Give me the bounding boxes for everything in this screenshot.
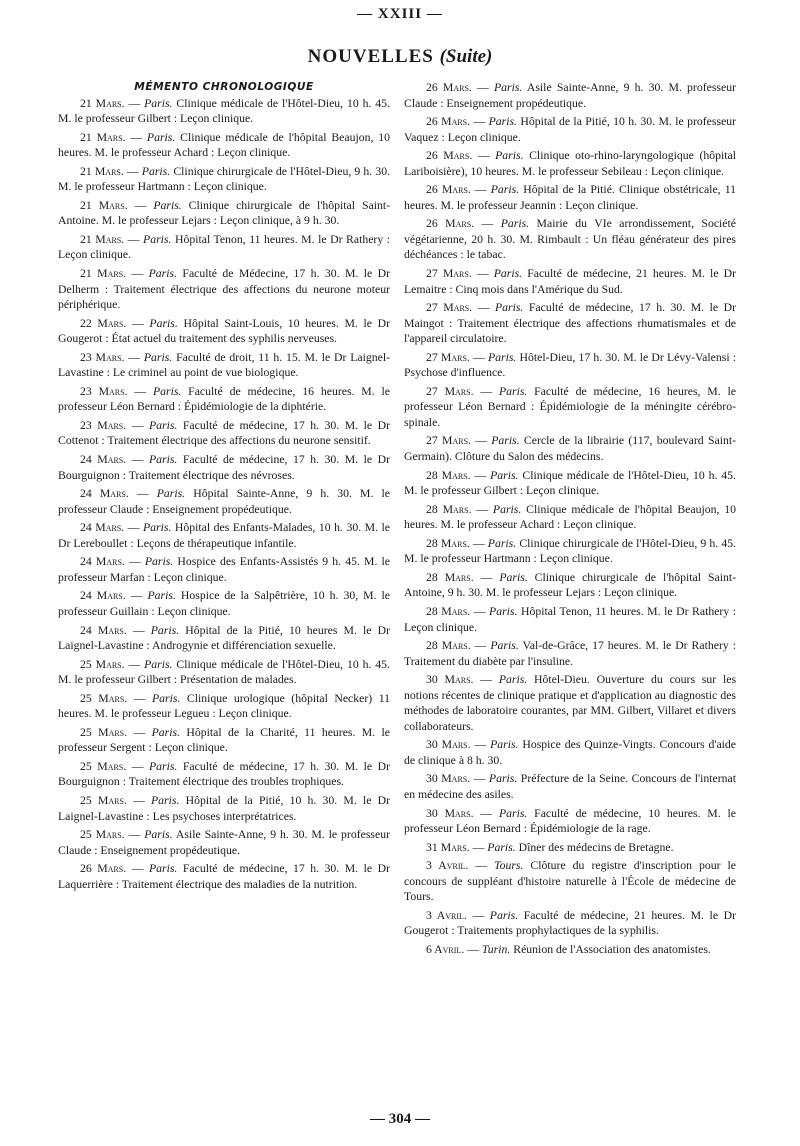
agenda-entry: 25 Mars. — Paris. Clinique urologique (hôpital Necker) 11 heures. M. le professeur Legueu : Leçon clinique. <box>58 691 391 721</box>
entry-text: Faculté de droit, 11 h. 15. M. le Dr Laignel-Lavastine : Le criminel au point de vue biologique. <box>58 350 391 380</box>
entry-text: Hôpital de la Pitié, 10 h. 30. M. le Dr Laignel-Lavastine : Les psychoses interprétatrices. <box>58 793 391 823</box>
entry-city: Paris. <box>144 96 173 110</box>
entry-city: Paris. <box>487 840 516 854</box>
entry-date: 24 Mars. <box>80 453 127 467</box>
agenda-entry: 21 Mars. — Paris. Clinique chirurgicale de l'hôpital Saint-Antoine. M. le professeur Lejars : Leçon clinique, à 9 h. 30. <box>58 198 391 228</box>
entry-text: Clôture du registre d'inscription pour le concours de suppléant d'histoire naturelle à l'École de médecine de Tours. <box>404 859 736 904</box>
entry-city: Paris. <box>490 639 519 653</box>
entry-city: Paris. <box>150 623 180 637</box>
entry-date: 25 Mars. <box>80 657 125 671</box>
agenda-entry: 26 Mars. — Paris. Clinique oto-rhino-laryngologique (hôpital Lariboisière), 10 heures. M. le professeur Sebileau : Leçon clinique. <box>404 149 737 178</box>
entry-text: Clinique chirurgicale de l'hôpital Saint-Antoine. M. le professeur Lejars : Leçon clinique, à 9 h. 30. <box>58 198 391 228</box>
entry-date: 27 Mars. <box>426 301 473 315</box>
entry-date: 24 Mars. <box>80 623 127 637</box>
entry-date: 26 Mars. <box>426 183 471 197</box>
agenda-entry: 24 Mars. — Paris. Hospice de la Salpêtrière, 10 h. 30, M. le professeur Guillain : Leçon clinique. <box>58 589 391 618</box>
entry-date: 28 Mars. <box>426 570 474 584</box>
entry-city: Paris. <box>151 793 180 807</box>
entry-city: Paris. <box>490 468 519 482</box>
agenda-entry: 21 Mars. — Paris. Clinique chirurgicale de l'Hôtel-Dieu, 9 h. 30. M. le professeur Hartmann : Leçon clinique. <box>58 164 391 194</box>
agenda-entry: 27 Mars. — Paris. Cercle de la librairie (117, boulevard Saint-Germain). Clôture du Salon des médecins. <box>404 434 737 464</box>
memento-heading: MÉMENTO CHRONOLOGIQUE <box>134 81 314 93</box>
entry-text: Mairie du VIe arrondissement, Société végétarienne, 20 h. 30. M. Rimbault : Un fléau générateur des pires déchéances : le tabac. <box>404 217 737 262</box>
agenda-entry: 26 Mars. — Paris. Hôpital de la Pitié. Clinique obstétricale, 11 heures. M. le professeur Jeannin : Leçon clinique. <box>404 183 737 212</box>
entry-text: Hôpital Saint-Louis, 10 heures. M. le Dr Gougerot : État actuel du traitement des syphilis nerveuses. <box>58 316 391 346</box>
entry-text: Hospice des Enfants-Assistés 9 h. 45. M. le professeur Marfan : Leçon clinique. <box>58 555 391 584</box>
page-number: — 304 — <box>370 1111 430 1127</box>
entry-date: 24 Mars. <box>80 589 126 603</box>
entry-text: Faculté de Médecine, 17 h. 30. M. le Dr Delherm : Traitement électrique des affections du neurone moteur périphérique. <box>58 267 390 312</box>
entry-text: Hôpital de la Pitié. Clinique obstétricale, 11 heures. M. le professeur Jeannin : Leçon clinique. <box>404 183 737 212</box>
entry-date: 27 Mars. <box>426 384 474 398</box>
agenda-entry: 25 Mars. — Paris. Hôpital de la Pitié, 10 h. 30. M. le Dr Laignel-Lavastine : Les psychoses interprétatrices. <box>58 793 391 823</box>
entry-city: Paris. <box>493 267 523 281</box>
entry-city: Paris. <box>149 316 178 330</box>
entry-city: Paris. <box>146 130 176 144</box>
entry-city: Paris. <box>143 232 172 246</box>
entry-city: Paris. <box>499 570 528 584</box>
entry-city: Paris. <box>490 183 520 197</box>
entry-date: 28 Mars. <box>426 536 470 550</box>
entry-text: Hôpital des Enfants-Malades, 10 h. 30. M. le Dr Lereboullet : Leçons de thérapeutique infantile. <box>58 521 391 550</box>
entry-city: Paris. <box>498 673 528 687</box>
agenda-entry: 30 Mars. — Paris. Préfecture de la Seine. Concours de l'internat en médecine des asiles. <box>404 772 736 801</box>
agenda-entry: 26 Mars. — Paris. Faculté de médecine, 17 h. 30. M. le Dr Laquerrière : Traitement électrique des maladies de la nutrition. <box>58 862 390 891</box>
agenda-entry: 27 Mars. — Paris. Hôtel-Dieu, 17 h. 30. M. le Dr Lévy-Valensi : Psychose d'influence. <box>404 350 737 380</box>
entry-text: Faculté de médecine, 21 heures. M. le Dr Gougerot : Traitements prophylactiques de la syphilis. <box>404 908 736 938</box>
entry-city: Paris. <box>498 384 528 398</box>
entry-date: 24 Mars. <box>80 487 129 501</box>
entry-text: Hôpital Sainte-Anne, 9 h. 30. M. le professeur Claude : Enseignement propédeutique. <box>58 487 391 516</box>
entry-date: 26 Mars. <box>426 81 472 94</box>
entry-date: 27 Mars. <box>426 267 472 281</box>
left-entries <box>58 96 390 893</box>
entry-city: Paris. <box>494 301 524 315</box>
entry-text: Faculté de médecine, 21 heures. M. le Dr Lemaitre : Cinq mois dans l'Amérique du Sud. <box>404 267 737 296</box>
entry-text: Asile Sainte-Anne, 9 h. 30. M. professeur Claude : Enseignement propédeutique. <box>404 81 736 110</box>
entry-date: 30 Mars. <box>426 738 471 752</box>
entry-text: Hôpital de la Pitié, 10 h. 30. M. le professeur Vaquez : Leçon clinique. <box>404 115 737 144</box>
entry-date: 26 Mars. <box>426 217 475 231</box>
section-title <box>0 46 800 68</box>
entry-city: Paris. <box>144 828 173 842</box>
entry-city: Paris. <box>493 81 523 94</box>
entry-text: Faculté de médecine, 16 heures, M. le professeur Léon Bernard : Épidémiologie de la méningite cérébro-spinale. <box>404 384 736 429</box>
entry-text: Clinique médicale de l'Hôtel-Dieu, 10 h. 45. M. le professeur Gilbert : Leçon clinique. <box>404 468 736 498</box>
entry-date: 28 Mars. <box>426 502 472 516</box>
right-entries <box>404 80 736 957</box>
agenda-entry: 21 Mars. — Paris. Faculté de Médecine, 17 h. 30. M. le Dr Delherm : Traitement électrique des affections du neurone moteur périphérique. <box>58 267 390 312</box>
entry-date: 30 Mars. <box>426 673 474 687</box>
entry-city: Paris. <box>153 198 182 212</box>
agenda-entry: 25 Mars. — Paris. Asile Sainte-Anne, 9 h. 30. M. le professeur Claude : Enseignement propédeutique. <box>58 828 391 857</box>
entry-city: Paris. <box>151 691 181 705</box>
entry-text: Clinique médicale de l'Hôtel-Dieu, 10 h. 45. M. le professeur Gilbert : Leçon clinique. <box>58 96 390 126</box>
agenda-entry: 21 Mars. — Paris. Clinique médicale de l'hôpital Beaujon, 10 heures. M. le professeur Achard : Leçon clinique. <box>58 130 390 160</box>
entry-date: 26 Mars. <box>80 862 127 876</box>
entry-city: Paris. <box>495 149 524 163</box>
entry-city: Tours. <box>494 859 524 873</box>
agenda-entry: 30 Mars. — Paris. Faculté de médecine, 10 heures. M. le professeur Léon Bernard : Épidémiologie de la rage. <box>404 806 736 836</box>
entry-text: Dîner des médecins de Bretagne. <box>518 840 674 854</box>
entry-date: 6 Avril. <box>426 942 465 956</box>
entry-date: 21 Mars. <box>80 96 125 110</box>
entry-city: Paris. <box>487 536 517 550</box>
entry-text: Faculté de médecine, 17 h. 30. M. le Dr Cottenot : Traitement électrique des affections du neurone sensitif. <box>58 418 390 448</box>
entry-city: Paris. <box>492 502 522 516</box>
agenda-entry: 26 Mars. — Paris. Mairie du VIe arrondissement, Société végétarienne, 20 h. 30. M. Rimbault : Un fléau générateur des pires déchéances : le tabac. <box>404 217 737 262</box>
entry-city: Paris. <box>489 908 519 922</box>
entry-city: Paris. <box>144 657 173 671</box>
entry-text: Hospice de la Salpêtrière, 10 h. 30, M. le professeur Guillain : Leçon clinique. <box>58 589 391 618</box>
entry-city: Paris. <box>152 384 182 398</box>
agenda-entry: 27 Mars. — Paris. Faculté de médecine, 21 heures. M. le Dr Lemaitre : Cinq mois dans l'Amérique du Sud. <box>404 267 737 296</box>
page-folio: — XXIII — <box>357 6 443 22</box>
entry-text: Hospice des Quinze-Vingts. Concours d'aide de clinique à 8 h. 30. <box>404 738 737 767</box>
entry-city: Paris. <box>488 772 518 786</box>
entry-text: Faculté de médecine, 10 heures. M. le professeur Léon Bernard : Épidémiologie de la rage. <box>404 806 736 836</box>
entry-city: Paris. <box>491 434 520 448</box>
entry-text: Clinique chirurgicale de l'Hôtel-Dieu, 9 h. 45. M. le professeur Hartmann : Leçon clinique. <box>404 536 737 566</box>
entry-date: 21 Mars. <box>80 164 124 178</box>
entry-text: Hôpital de la Pitié, 10 heures M. le Dr Laignel-Lavastine : Androgynie et différenciation sexuelle. <box>58 623 391 653</box>
entry-text: Clinique médicale de l'hôpital Beaujon, 10 heures. M. le professeur Achard : Leçon clinique. <box>404 502 736 532</box>
agenda-entry: 26 Mars. — Paris. Asile Sainte-Anne, 9 h. 30. M. professeur Claude : Enseignement propédeutique. <box>404 81 736 110</box>
entry-text: Faculté de médecine, 17 h. 30. M. le Dr Bourguignon : Traitement électrique des névroses. <box>58 453 390 482</box>
entry-city: Paris. <box>490 738 519 752</box>
entry-text: Clinique oto-rhino-laryngologique (hôpital Lariboisière), 10 heures. M. le professeur Sebileau : Leçon clinique. <box>404 149 737 178</box>
entry-city: Paris. <box>487 350 517 364</box>
entry-city: Turin. <box>481 942 511 956</box>
entry-date: 25 Mars. <box>80 725 128 739</box>
entry-date: 23 Mars. <box>80 350 125 364</box>
entry-text: Hôpital de la Charité, 11 heures. M. le professeur Sergent : Leçon clinique. <box>58 725 391 755</box>
entry-text: Faculté de médecine, 17 h. 30. M. le Dr Bourguignon : Traitement électrique des troubles trophiques. <box>58 759 390 789</box>
entry-text: Réunion de l'Association des anatomistes. <box>513 942 711 956</box>
agenda-entry: 21 Mars. — Paris. Hôpital Tenon, 11 heures. M. le Dr Rathery : Leçon clinique. <box>58 232 391 262</box>
entry-text: Faculté de médecine, 17 h. 30. M. le Dr Laquerrière : Traitement électrique des maladies de la nutrition. <box>58 862 390 891</box>
section-title-main: NOUVELLES <box>307 46 434 67</box>
entry-text: Val-de-Grâce, 17 heures. M. le Dr Rathery : Traitement du diabète par l'insuline. <box>404 639 736 668</box>
entry-text: Faculté de médecine, 16 heures. M. le professeur Léon Bernard : Épidémiologie de la diphtérie. <box>58 384 390 414</box>
agenda-entry: 30 Mars. — Paris. Hospice des Quinze-Vingts. Concours d'aide de clinique à 8 h. 30. <box>404 738 737 767</box>
entry-city: Paris. <box>148 267 178 281</box>
entry-date: 31 Mars. <box>426 840 470 854</box>
entry-city: Paris. <box>141 164 171 178</box>
agenda-entry: 6 Avril. — Turin. Réunion de l'Association des anatomistes. <box>426 942 711 956</box>
entry-city: Paris. <box>148 418 178 432</box>
entry-text: Hôtel-Dieu, 17 h. 30. M. le Dr Lévy-Valensi : Psychose d'influence. <box>404 350 737 380</box>
agenda-entry: 22 Mars. — Paris. Hôpital Saint-Louis, 10 heures. M. le Dr Gougerot : État actuel du traitement des syphilis nerveuses. <box>58 316 391 346</box>
agenda-entry: 28 Mars. — Paris. Clinique chirurgicale de l'Hôtel-Dieu, 9 h. 45. M. le professeur Hartmann : Leçon clinique. <box>404 536 737 566</box>
agenda-entry: 28 Mars. — Paris. Val-de-Grâce, 17 heures. M. le Dr Rathery : Traitement du diabète par l'insuline. <box>404 639 736 668</box>
agenda-entry: 23 Mars. — Paris. Faculté de médecine, 17 h. 30. M. le Dr Cottenot : Traitement électrique des affections du neurone sensitif. <box>58 418 390 448</box>
agenda-entry: 28 Mars. — Paris. Clinique chirurgicale de l'hôpital Saint-Antoine, 9 h. 30. M. le professeur Lejars : Leçon clinique. <box>404 570 737 600</box>
agenda-entry: 28 Mars. — Paris. Hôpital Tenon, 11 heures. M. le Dr Rathery : Leçon clinique. <box>404 604 737 634</box>
entry-date: 25 Mars. <box>80 691 128 705</box>
entry-city: Paris. <box>500 217 530 231</box>
entry-date: 24 Mars. <box>80 555 125 569</box>
agenda-entry: 24 Mars. — Paris. Hôpital Sainte-Anne, 9 h. 30. M. le professeur Claude : Enseignement propédeutique. <box>58 487 391 516</box>
entry-city: Paris. <box>142 521 172 535</box>
left-column <box>58 80 390 895</box>
section-title-suffix: (Suite) <box>439 46 493 67</box>
entry-text: Hôpital Tenon, 11 heures. M. le Dr Rathery : Leçon clinique. <box>58 232 391 262</box>
entry-date: 21 Mars. <box>80 130 126 144</box>
entry-date: 26 Mars. <box>426 115 471 129</box>
entry-text: Clinique médicale de l'Hôtel-Dieu, 10 h. 45. M. le professeur Gilbert : Présentation de malades. <box>58 657 390 687</box>
agenda-entry: 24 Mars. — Paris. Hôpital de la Pitié, 10 heures M. le Dr Laignel-Lavastine : Androgynie et différenciation sexuelle. <box>58 623 391 653</box>
entry-text: Clinique médicale de l'hôpital Beaujon, 10 heures. M. le professeur Achard : Leçon clinique. <box>58 130 390 160</box>
agenda-entry: 3 Avril. — Tours. Clôture du registre d'inscription pour le concours de suppléant d'histoire naturelle à l'École de médecine de Tours. <box>404 859 736 904</box>
agenda-entry: 27 Mars. — Paris. Faculté de médecine, 17 h. 30. M. le Dr Maingot : Traitement électrique des affections rhumatismales et de l'appareil circulatoire. <box>404 301 736 346</box>
agenda-entry: 30 Mars. — Paris. Hôtel-Dieu. Ouverture du cours sur les notions récentes de clinique pratique et d'application au diagnostic des méthodes de laboratoire courantes, par MM. Gilbert, Villaret et divers collaborateurs. <box>404 673 737 733</box>
entry-date: 27 Mars. <box>426 434 471 448</box>
entry-text: Cercle de la librairie (117, boulevard Saint-Germain). Clôture du Salon des médecins. <box>404 434 737 464</box>
entry-text: Asile Sainte-Anne, 9 h. 30. M. le professeur Claude : Enseignement propédeutique. <box>58 828 391 857</box>
entry-date: 28 Mars. <box>426 639 471 653</box>
entry-date: 21 Mars. <box>80 198 128 212</box>
entry-text: Clinique urologique (hôpital Necker) 11 heures. M. le professeur Legueu : Leçon clinique. <box>58 691 391 721</box>
entry-date: 28 Mars. <box>426 604 471 618</box>
entry-date: 23 Mars. <box>80 384 128 398</box>
entry-date: 23 Mars. <box>80 418 127 432</box>
agenda-entry: 25 Mars. — Paris. Clinique médicale de l'Hôtel-Dieu, 10 h. 45. M. le professeur Gilbert : Présentation de malades. <box>58 657 390 687</box>
entry-city: Paris. <box>143 350 173 364</box>
entry-date: 30 Mars. <box>426 806 474 820</box>
entry-date: 25 Mars. <box>80 828 125 842</box>
entry-text: Clinique chirurgicale de l'hôpital Saint-Antoine, 9 h. 30. M. le professeur Lejars : Leçon clinique. <box>404 570 737 600</box>
agenda-entry: 21 Mars. — Paris. Clinique médicale de l'Hôtel-Dieu, 10 h. 45. M. le professeur Gilbert : Leçon clinique. <box>58 96 390 126</box>
entry-city: Paris. <box>156 487 186 501</box>
agenda-entry: 3 Avril. — Paris. Faculté de médecine, 21 heures. M. le Dr Gougerot : Traitements prophylactiques de la syphilis. <box>404 908 736 938</box>
agenda-entry: 31 Mars. — Paris. Dîner des médecins de Bretagne. <box>426 840 674 854</box>
entry-city: Paris. <box>147 589 176 603</box>
entry-date: 22 Mars. <box>80 316 127 330</box>
entry-text: Préfecture de la Seine. Concours de l'internat en médecine des asiles. <box>404 772 736 801</box>
agenda-entry: 28 Mars. — Paris. Clinique médicale de l'hôpital Beaujon, 10 heures. M. le professeur Achard : Leçon clinique. <box>404 502 736 532</box>
entry-date: 27 Mars. <box>426 350 470 364</box>
entry-text: Hôtel-Dieu. Ouverture du cours sur les notions récentes de clinique pratique et d'application au diagnostic des méthodes de laboratoire courantes, par MM. Gilbert, Villaret et divers collaborateurs. <box>404 673 737 733</box>
entry-city: Paris. <box>498 806 528 820</box>
entry-date: 28 Mars. <box>426 468 471 482</box>
agenda-entry: 25 Mars. — Paris. Hôpital de la Charité, 11 heures. M. le professeur Sergent : Leçon clinique. <box>58 725 391 755</box>
entry-date: 26 Mars. <box>426 149 473 163</box>
entry-date: 25 Mars. <box>80 759 127 773</box>
entry-date: 3 Avril. <box>426 859 469 873</box>
right-column <box>404 80 736 960</box>
entry-city: Paris. <box>148 759 178 773</box>
agenda-entry: 28 Mars. — Paris. Clinique médicale de l'Hôtel-Dieu, 10 h. 45. M. le professeur Gilbert : Leçon clinique. <box>404 468 736 498</box>
entry-city: Paris. <box>489 604 518 618</box>
agenda-entry: 26 Mars. — Paris. Hôpital de la Pitié, 10 h. 30. M. le professeur Vaquez : Leçon clinique. <box>404 115 737 144</box>
entry-city: Paris. <box>151 725 180 739</box>
entry-date: 21 Mars. <box>80 232 125 246</box>
agenda-entry: 23 Mars. — Paris. Faculté de médecine, 16 heures. M. le professeur Léon Bernard : Épidémiologie de la diphtérie. <box>58 384 390 414</box>
agenda-entry: 23 Mars. — Paris. Faculté de droit, 11 h. 15. M. le Dr Laignel-Lavastine : Le criminel au point de vue biologique. <box>58 350 391 380</box>
agenda-entry: 27 Mars. — Paris. Faculté de médecine, 16 heures, M. le professeur Léon Bernard : Épidémiologie de la méningite cérébro-spinale. <box>404 384 736 429</box>
entry-text: Faculté de médecine, 17 h. 30. M. le Dr Maingot : Traitement électrique des affections rhumatismales et de l'appareil circulatoire. <box>404 301 736 346</box>
entry-date: 30 Mars. <box>426 772 471 786</box>
entry-text: Hôpital Tenon, 11 heures. M. le Dr Rathery : Leçon clinique. <box>404 604 737 634</box>
entry-city: Paris. <box>144 555 174 569</box>
agenda-entry: 25 Mars. — Paris. Faculté de médecine, 17 h. 30. M. le Dr Bourguignon : Traitement électrique des troubles trophiques. <box>58 759 390 789</box>
agenda-entry: 24 Mars. — Paris. Hospice des Enfants-Assistés 9 h. 45. M. le professeur Marfan : Leçon clinique. <box>58 555 391 584</box>
agenda-entry: 24 Mars. — Paris. Faculté de médecine, 17 h. 30. M. le Dr Bourguignon : Traitement électrique des névroses. <box>58 453 390 482</box>
entry-city: Paris. <box>148 862 178 876</box>
entry-city: Paris. <box>488 115 517 129</box>
entry-city: Paris. <box>148 453 178 467</box>
agenda-entry: 24 Mars. — Paris. Hôpital des Enfants-Malades, 10 h. 30. M. le Dr Lereboullet : Leçons de thérapeutique infantile. <box>58 521 391 550</box>
entry-date: 25 Mars. <box>80 793 127 807</box>
entry-text: Clinique chirurgicale de l'Hôtel-Dieu, 9 h. 30. M. le professeur Hartmann : Leçon clinique. <box>58 164 391 194</box>
entry-date: 24 Mars. <box>80 521 125 535</box>
entry-date: 3 Avril. <box>426 908 467 922</box>
entry-date: 21 Mars. <box>80 267 127 281</box>
